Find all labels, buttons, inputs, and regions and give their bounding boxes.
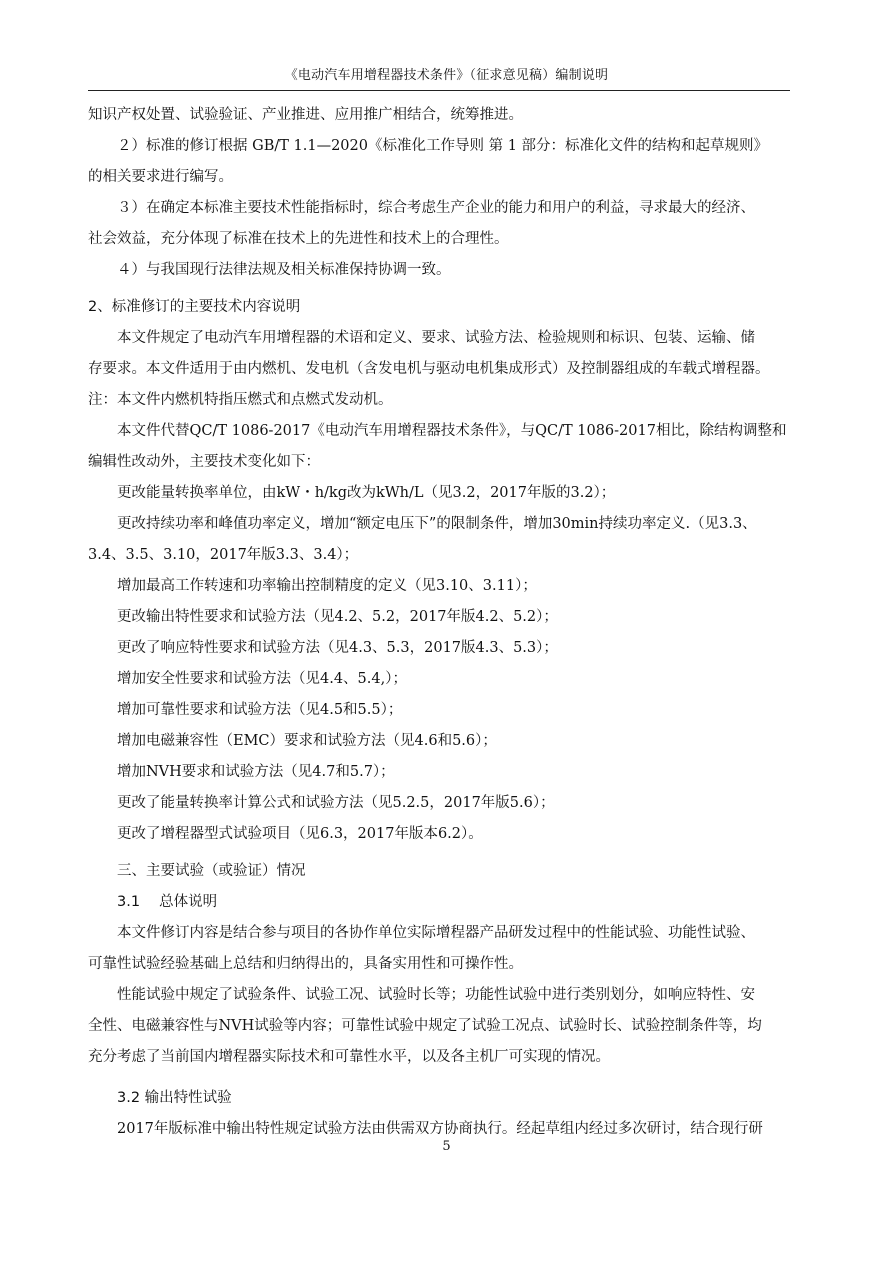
document-body xyxy=(88,100,803,1145)
paragraph-line: 本文件代替QC/T 1086-2017《电动汽车用增程器技术条件》，与QC/T 1086-2017相比，除结构调整和 xyxy=(117,423,787,439)
running-header: 《电动汽车用增程器技术条件》（征求意见稿）编制说明 xyxy=(284,68,609,83)
list-item-4: ４）与我国现行法律法规及相关标准保持协调一致。 xyxy=(117,262,451,278)
paragraph-line: 充分考虑了当前国内增程器实际技术和可靠性水平，以及各主机厂可实现的情况。 xyxy=(88,1049,610,1065)
section-heading-3: 三、主要试验（或验证）情况 xyxy=(117,863,306,879)
paragraph-line: 性能试验中规定了试验条件、试验工况、试验时长等；功能性试验中进行类别划分，如响应特性、安 xyxy=(117,987,755,1003)
header-divider xyxy=(88,90,790,91)
change-item: 更改了能量转换率计算公式和试验方法（见5.2.5，2017年版5.6）； xyxy=(117,795,555,811)
paragraph-line: 的相关要求进行编写。 xyxy=(88,169,233,185)
subsection-heading-3-2: 3.2 输出特性试验 xyxy=(117,1090,232,1106)
list-item-2: ２）标准的修订根据 GB/T 1.1—2020《标准化工作导则 第 1 部分：标准化文件的结构和起草规则》 xyxy=(117,138,769,154)
paragraph-line: 本文件修订内容是结合参与项目的各协作单位实际增程器产品研发过程中的性能试验、功能性试验、 xyxy=(117,925,755,941)
change-item-continuation: 3.4、3.5、3.10，2017年版3.3、3.4）； xyxy=(88,547,359,563)
change-item: 增加安全性要求和试验方法（见4.4、5.4,）； xyxy=(117,671,407,687)
paragraph-line: 可靠性试验经验基础上总结和归纳得出的，具备实用性和可操作性。 xyxy=(88,956,523,972)
paragraph-line: 本文件规定了电动汽车用增程器的术语和定义、要求、试验方法、检验规则和标识、包装、运输、储 xyxy=(117,330,755,346)
change-item: 更改输出特性要求和试验方法（见4.2、5.2，2017年版4.2、5.2）； xyxy=(117,609,558,625)
paragraph-line: 知识产权处置、试验验证、产业推进、应用推广相结合，统筹推进。 xyxy=(88,107,523,123)
change-item: 增加电磁兼容性（EMC）要求和试验方法（见4.6和5.6）； xyxy=(117,733,497,749)
change-item: 更改能量转换率单位，由kW・h/kg改为kWh/L（见3.2，2017年版的3.2）； xyxy=(117,485,616,501)
change-item: 更改了增程器型式试验项目（见6.3，2017年版本6.2）。 xyxy=(117,826,483,842)
note-line: 注：本文件内燃机特指压燃式和点燃式发动机。 xyxy=(88,392,393,408)
change-item: 增加可靠性要求和试验方法（见4.5和5.5）； xyxy=(117,702,403,718)
section-heading-2: 2、标准修订的主要技术内容说明 xyxy=(88,299,301,315)
page-number: 5 xyxy=(442,1139,451,1154)
subsection-heading-3-1: 3.1 总体说明 xyxy=(117,894,218,910)
list-item-3: ３）在确定本标准主要技术性能指标时，综合考虑生产企业的能力和用户的利益，寻求最大的经济、 xyxy=(117,200,755,216)
change-item: 增加最高工作转速和功率输出控制精度的定义（见3.10、3.11）； xyxy=(117,578,537,594)
change-item: 更改持续功率和峰值功率定义，增加“额定电压下”的限制条件，增加30min持续功率定义.（见3.3、 xyxy=(117,516,757,532)
change-item: 增加NVH要求和试验方法（见4.7和5.7）； xyxy=(117,764,395,780)
paragraph-line: 2017年版标准中输出特性规定试验方法由供需双方协商执行。经起草组内经过多次研讨，结合现行研 xyxy=(117,1121,763,1137)
paragraph-line: 编辑性改动外，主要技术变化如下： xyxy=(88,454,320,470)
paragraph-line: 全性、电磁兼容性与NVH试验等内容；可靠性试验中规定了试验工况点、试验时长、试验控制条件等，均 xyxy=(88,1018,762,1034)
paragraph-line: 社会效益，充分体现了标准在技术上的先进性和技术上的合理性。 xyxy=(88,231,509,247)
change-item: 更改了响应特性要求和试验方法（见4.3、5.3，2017版4.3、5.3）； xyxy=(117,640,558,656)
paragraph-line: 存要求。本文件适用于由内燃机、发电机（含发电机与驱动电机集成形式）及控制器组成的车载式增程器。 xyxy=(88,361,770,377)
